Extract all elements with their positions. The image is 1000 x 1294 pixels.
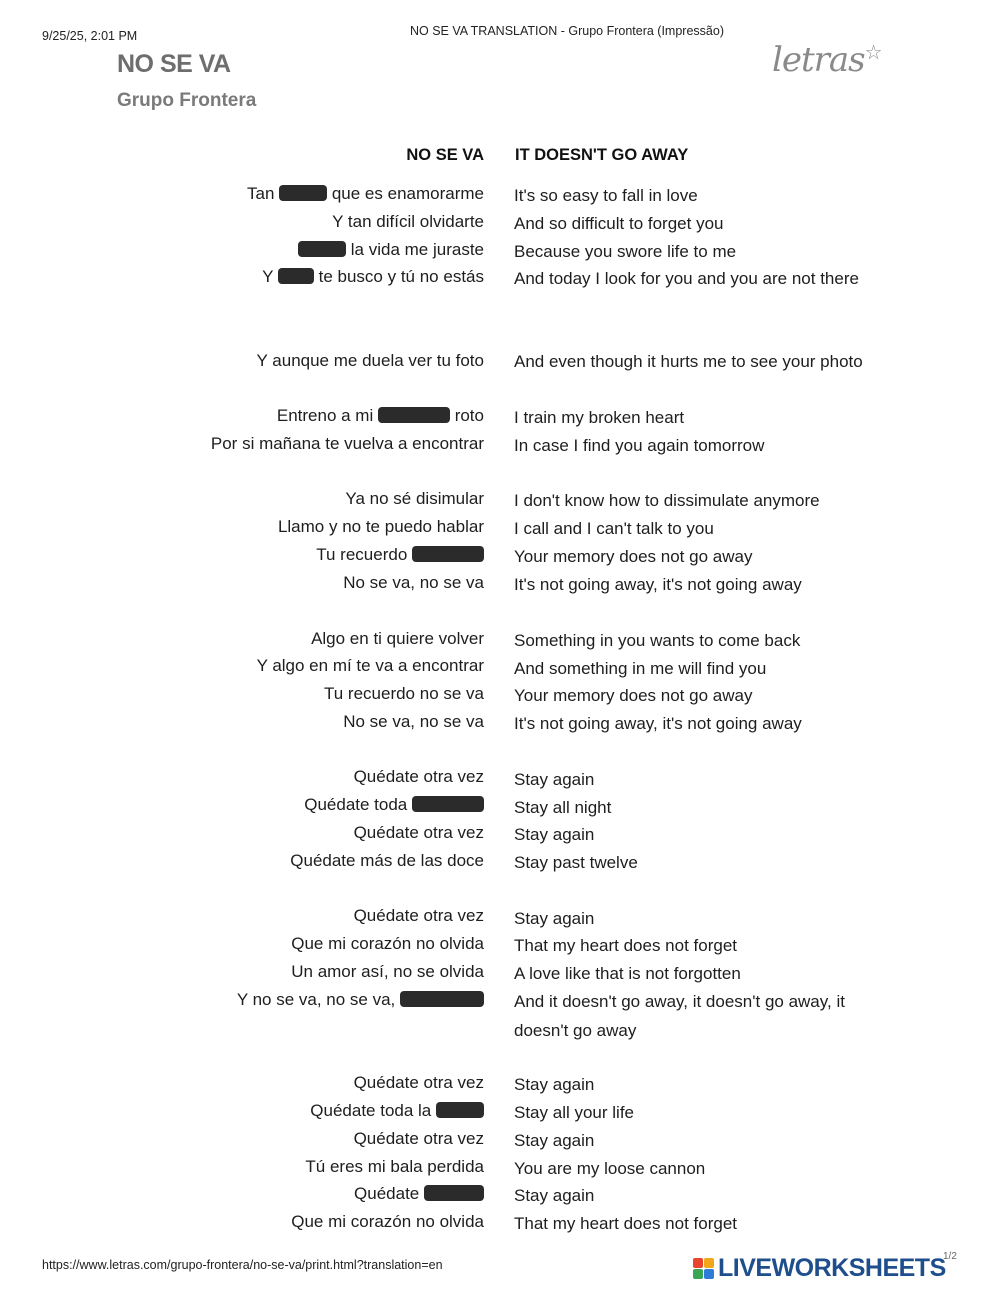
- original-lyric-line: Y aunque me duela ver tu foto: [256, 351, 484, 370]
- translation-lyric-line: It's not going away, it's not going away: [514, 575, 802, 594]
- letras-logo[interactable]: [772, 40, 882, 80]
- original-lyric-line: Y te busco y tú no estás: [262, 267, 484, 286]
- translation-lyric-line: In case I find you again tomorrow: [514, 436, 765, 455]
- translation-lyric-line: And it doesn't go away, it doesn't go away, it doesn't go away: [514, 992, 845, 1040]
- translation-lyric-line: Stay again: [514, 1131, 595, 1150]
- print-page-title: NO SE VA TRANSLATION - Grupo Frontera (Impressão): [410, 24, 724, 38]
- redaction-mark: [279, 185, 327, 201]
- translation-column-heading: IT DOESN'T GO AWAY: [515, 146, 689, 164]
- original-lyric-line: Tú eres mi bala perdida: [305, 1157, 484, 1176]
- redaction-mark: [278, 268, 314, 284]
- redaction-mark: [412, 546, 484, 562]
- original-lyric-line: Quédate otra vez: [353, 1129, 484, 1148]
- translation-lyric-line: It's so easy to fall in love: [514, 186, 698, 205]
- original-lyric-line: No se va, no se va: [343, 573, 484, 592]
- translation-lyric-line: And today I look for you and you are not there: [514, 269, 859, 288]
- original-lyric-line: Tu recuerdo: [316, 544, 484, 566]
- redaction-mark: [412, 796, 484, 812]
- original-lyric-line: Tu recuerdo no se va: [323, 684, 484, 703]
- translation-lyric-line: Stay again: [514, 1186, 595, 1205]
- translation-lyric-line: Something in you wants to come back: [514, 631, 801, 650]
- translation-lyric-line: I train my broken heart: [514, 408, 685, 427]
- original-lyric-line: Y tan difícil olvidarte: [332, 212, 484, 231]
- artist-name[interactable]: Grupo Frontera: [117, 90, 257, 111]
- original-lyric-line: Que mi corazón no olvida: [291, 934, 484, 953]
- translation-lyric-line: Your memory does not go away: [514, 686, 753, 705]
- original-lyric-line: Llamo y no te puedo hablar: [277, 517, 484, 536]
- translation-lyric-line: I don't know how to dissimulate anymore: [514, 491, 820, 510]
- liveworksheets-logo: [693, 1252, 946, 1284]
- original-lyric-line: Quédate otra vez: [353, 1073, 484, 1092]
- liveworksheets-badge-icon: [693, 1258, 714, 1279]
- song-title: NO SE VA: [117, 50, 231, 78]
- original-lyric-line: Algo en ti quiere volver: [311, 629, 484, 648]
- badge-square: [693, 1269, 703, 1279]
- translation-lyric-line: Because you swore life to me: [514, 242, 737, 261]
- original-lyric-line: Por si mañana te vuelva a encontrar: [210, 434, 484, 453]
- badge-square: [693, 1258, 703, 1268]
- original-lyric-line: Que mi corazón no olvida: [291, 1212, 484, 1231]
- original-lyric-line: Quédate otra vez: [353, 767, 484, 786]
- original-lyric-line: Quédate otra vez: [353, 823, 484, 842]
- original-lyric-line: Tan que es enamorarme: [246, 184, 484, 203]
- translation-lyric-line: Stay again: [514, 825, 595, 844]
- translation-lyric-line: Your memory does not go away: [514, 547, 753, 566]
- translation-lyric-line: You are my loose cannon: [514, 1159, 706, 1178]
- translation-lyric-line: A love like that is not forgotten: [514, 964, 741, 983]
- redaction-mark: [378, 407, 450, 423]
- translation-lyric-line: And something in me will find you: [514, 659, 767, 678]
- redaction-mark: [298, 241, 346, 257]
- page-number: 1/2: [943, 1251, 957, 1262]
- translation-lyric-line: It's not going away, it's not going away: [514, 714, 802, 733]
- badge-square: [704, 1258, 714, 1268]
- original-lyric-line: Quédate otra vez: [353, 906, 484, 925]
- badge-square: [704, 1269, 714, 1279]
- original-lyric-line: Quédate toda la: [310, 1100, 484, 1122]
- star-icon: ☆: [864, 40, 882, 64]
- translation-lyric-line: Stay all your life: [514, 1103, 634, 1122]
- original-lyric-line: Quédate: [354, 1183, 484, 1205]
- redaction-mark: [436, 1102, 484, 1118]
- original-lyric-line: Entreno a mi roto: [276, 406, 484, 425]
- original-lyric-line: la vida me juraste: [298, 239, 484, 261]
- original-lyric-line: Quédate más de las doce: [290, 851, 484, 870]
- translation-lyric-line: And so difficult to forget you: [514, 214, 724, 233]
- translation-lyric-line: That my heart does not forget: [514, 1214, 738, 1233]
- translation-lyric-line: I call and I can't talk to you: [514, 519, 714, 538]
- redaction-mark: [400, 991, 484, 1007]
- redaction-mark: [424, 1185, 484, 1201]
- original-lyric-line: Y no se va, no se va,: [237, 989, 484, 1011]
- original-lyric-line: Ya no sé disimular: [345, 489, 484, 508]
- liveworksheets-text: LIVEWORKSHEETS: [718, 1253, 946, 1282]
- translation-lyric-line: Stay again: [514, 1075, 595, 1094]
- translation-lyric-line: Stay again: [514, 909, 595, 928]
- source-url[interactable]: https://www.letras.com/grupo-frontera/no-se-va/print.html?translation=en: [42, 1258, 443, 1272]
- logo-text: letras: [772, 40, 865, 80]
- translation-lyric-line: Stay again: [514, 770, 595, 789]
- translation-lyric-line: Stay all night: [514, 798, 612, 817]
- original-lyric-line: Y algo en mí te va a encontrar: [256, 656, 484, 675]
- translation-lyric-line: Stay past twelve: [514, 853, 638, 872]
- print-date: 9/25/25, 2:01 PM: [42, 29, 138, 43]
- original-column-heading: NO SE VA: [406, 146, 484, 164]
- original-lyric-line: No se va, no se va: [343, 712, 484, 731]
- translation-lyric-line: And even though it hurts me to see your photo: [514, 352, 863, 371]
- translation-lyric-line: That my heart does not forget: [514, 936, 738, 955]
- original-lyric-line: Quédate toda: [304, 794, 484, 816]
- original-lyric-line: Un amor así, no se olvida: [291, 962, 484, 981]
